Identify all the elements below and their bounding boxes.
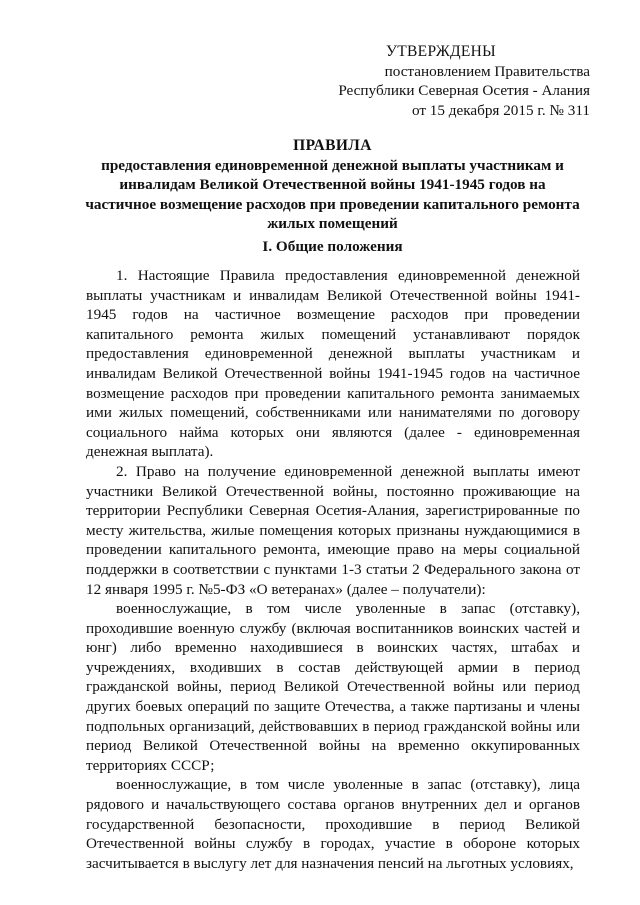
approval-line-date-number: от 15 декабря 2015 г. № 311 <box>411 101 590 119</box>
document-title-block <box>85 136 580 234</box>
approval-line-resolution: постановлением Правительства <box>384 62 590 80</box>
approval-stamp <box>300 42 590 120</box>
paragraph-military-personnel: военнослужащие, в том числе уволенные в запас (отставку), проходившие военную службу (включая воспитанников воинских частей и юнг) либо временно находившиеся в воинских частях, штабах и учреждениях, входивших в состав действующей армии в период гражданской войны, период Великой Отечественной войны или период других боевых операций по защите Отечества, а также партизаны и члены подпольных организаций, действовавших в период гражданской войны или период Великой Отечественной войны на временно оккупированных территориях СССР; <box>86 600 580 774</box>
paragraph-military-internal-affairs: военнослужащие, в том числе уволенные в запас (отставку), лица рядового и начальствующего состава органов внутренних дел и органов государственной безопасности, проходившие в период Великой Отечественной войны службу в городах, участие в обороне которых засчитывается в выслугу лет для назначения пенсий на льготных условиях, <box>86 776 580 872</box>
paragraph-1: 1. Настоящие Правила предоставления единовременной денежной выплаты участникам и инвалидам Великой Отечественной войны 1941-1945 годов на частичное возмещение расходов при проведении капитального ремонта жилых помещений устанавливают порядок предоставления единовременной денежной выплаты участникам и инвалидам Великой Отечественной войны 1941-1945 годов на частичное возмещение расходов при проведении капитального ремонта занимаемых ими жилых помещений, собственниками или нанимателями по договору социального найма которых они являются (далее - единовременная денежная выплата). <box>86 267 580 461</box>
document-body <box>86 266 580 873</box>
document-title: ПРАВИЛА <box>293 137 372 154</box>
section-heading: I. Общие положения <box>262 238 403 255</box>
paragraph-2: 2. Право на получение единовременной денежной выплаты имеют участники Великой Отечественной войны, постоянно проживающие на территории Республики Северная Осетия-Алания, зарегистрированные по месту жительства, жилые помещения которых признаны нуждающимися в проведении капитального ремонта, имеющие право на меры социальной поддержки в соответствии с пунктами 1-3 статьи 2 Федерального закона от 12 января 1995 г. №5-ФЗ «О ветеранах» (далее – получатели): <box>86 462 580 598</box>
document-subtitle: предоставления единовременной денежной выплаты участникам и инвалидам Великой Отечественной войны 1941-1945 годов на частичное возмещение расходов при проведении капитального ремонта жилых помещений <box>85 156 580 232</box>
approval-line-republic: Республики Северная Осетия - Алания <box>338 82 590 99</box>
approval-heading: УТВЕРЖДЕНЫ <box>386 43 496 60</box>
